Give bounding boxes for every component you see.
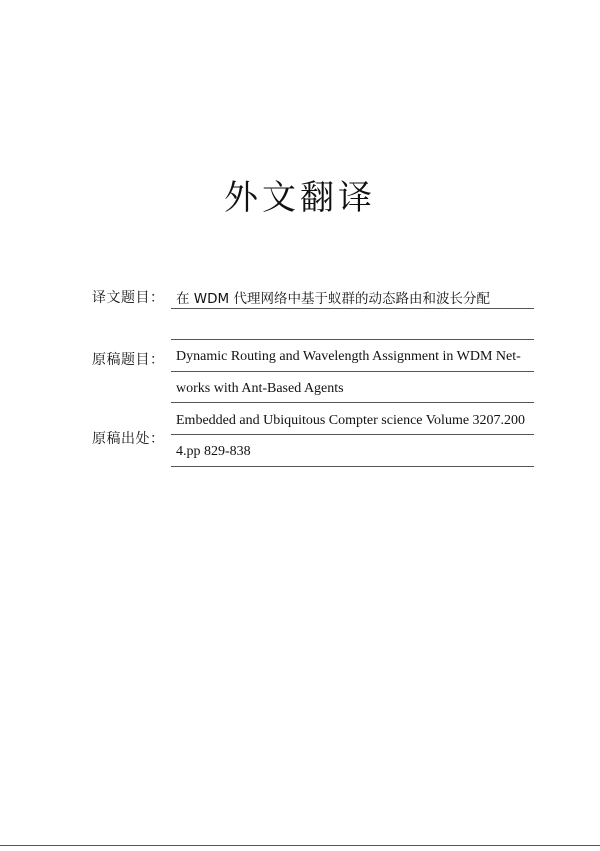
original-title-line-2: works with Ant-Based Agents	[176, 381, 344, 396]
original-source-underline-2	[171, 466, 534, 467]
original-source-line-2: 4.pp 829-838	[176, 444, 251, 459]
original-source-underline-1	[171, 434, 534, 435]
translated-title-value: 在 WDM 代理网络中基于蚁群的动态路由和波长分配	[176, 291, 490, 307]
page-title: 外文翻译	[224, 178, 376, 218]
translated-title-label: 译文题目：	[92, 290, 165, 306]
original-title-underline-2	[171, 402, 534, 403]
original-source-label: 原稿出处：	[92, 431, 165, 447]
blank-line-underline	[171, 339, 534, 340]
original-title-underline-1	[171, 371, 534, 372]
original-title-label: 原稿题目：	[92, 352, 165, 368]
translated-title-underline	[171, 308, 534, 309]
original-source-line-1: Embedded and Ubiquitous Compter science Volume 3207.200	[176, 413, 526, 428]
original-title-line-1: Dynamic Routing and Wavelength Assignment in WDM Net-	[176, 349, 521, 364]
page-bottom-rule	[0, 845, 600, 846]
